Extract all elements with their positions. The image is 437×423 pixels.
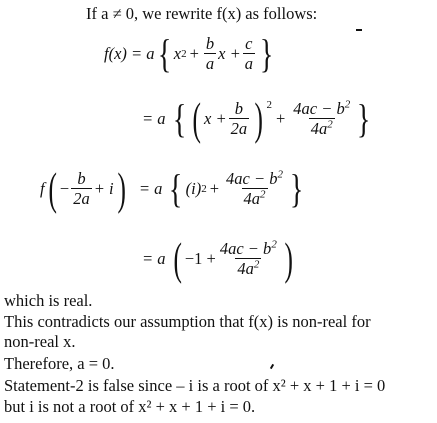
- eq3-eq-a: = a: [138, 178, 163, 198]
- left-brace: {: [172, 96, 186, 141]
- right-paren: ): [254, 93, 264, 144]
- intro-line: If a ≠ 0, we rewrite f(x) as follows:: [86, 4, 318, 23]
- denominator: a: [205, 53, 215, 73]
- body-line-2: This contradicts our assumption that f(x) is non-real for: [4, 312, 371, 331]
- plus-sign: +: [209, 178, 220, 198]
- equation-1: f(x) = a { x 2 + $\frac{b}{a}$ x + $\frac{c}{a}$ }: [104, 31, 274, 76]
- left-paren: (: [172, 233, 182, 284]
- body-line-5: Statement-2 is false since – i is a root of x² + x + 1 + i = 0: [4, 376, 386, 395]
- i-squared: (i): [185, 178, 202, 198]
- denominator: 2a: [73, 188, 90, 208]
- fraction-b-over-2a: [229, 101, 250, 137]
- fraction-c-over-a: [243, 36, 255, 72]
- right-brace: }: [357, 96, 371, 141]
- minus-sign: −: [59, 178, 70, 198]
- denominator: $4a^2$: [237, 258, 260, 278]
- left-brace: {: [157, 31, 171, 76]
- equation-4: [142, 233, 296, 284]
- eq2-x: x +: [204, 108, 227, 128]
- eq1-x: x: [173, 43, 182, 63]
- numerator: c: [245, 34, 253, 53]
- minus-one: −1 +: [184, 248, 216, 268]
- stray-mark: [356, 29, 362, 31]
- eq4-lead: = a: [142, 248, 166, 268]
- right-paren: ): [284, 233, 293, 284]
- equation-3: f ( − $\frac{b}{2a}$ + i ) = a { (i) 2 + $\frac{4ac - b^2}{4a^2}$ }: [40, 163, 304, 214]
- fraction-b-over-a: [204, 36, 216, 72]
- numerator: b: [205, 34, 215, 53]
- stray-tick: [270, 364, 274, 369]
- numerator: b: [234, 99, 244, 118]
- eq1-lhs: f(x) = a: [104, 43, 155, 63]
- body-line-1: which is real.: [4, 291, 93, 310]
- denominator: $4a^2$: [243, 188, 266, 208]
- plus-sign: +: [189, 43, 199, 63]
- denominator: $4a^2$: [310, 118, 333, 138]
- numerator: $4ac - b^2$: [226, 168, 283, 188]
- eq1-x-term: x +: [218, 43, 241, 63]
- numerator: $4ac - b^2$: [219, 238, 277, 258]
- numerator: $4ac - b^2$: [293, 98, 351, 118]
- plus-i: + i: [93, 178, 114, 198]
- left-brace: {: [169, 166, 183, 211]
- numerator: b: [77, 169, 86, 188]
- eq2-lead: = a: [142, 108, 166, 128]
- fraction-discriminant: [224, 168, 285, 208]
- equation-2: = a { ( x + $\frac{b}{2a}$ ) $^2$ + $\frac{4ac - b^2}{4a^2}$ }: [142, 93, 371, 144]
- right-brace: }: [259, 31, 274, 76]
- body-line-3: non-real x.: [4, 332, 76, 351]
- plus-sign: +: [275, 108, 286, 128]
- body-line-6: but i is not a root of x² + x + 1 + i = 0.: [4, 397, 256, 416]
- denominator: 2a: [230, 118, 248, 138]
- fraction-discriminant: [218, 238, 279, 278]
- denominator: a: [244, 53, 253, 73]
- left-paren: (: [192, 93, 201, 144]
- body-line-4: Therefore, a = 0.: [4, 354, 115, 373]
- left-paren: (: [48, 163, 57, 214]
- fraction-discriminant: [291, 98, 352, 138]
- right-brace: }: [289, 166, 304, 211]
- eq3-f: f: [40, 178, 45, 198]
- right-paren: ): [117, 163, 126, 214]
- fraction-b-over-2a: [71, 171, 92, 207]
